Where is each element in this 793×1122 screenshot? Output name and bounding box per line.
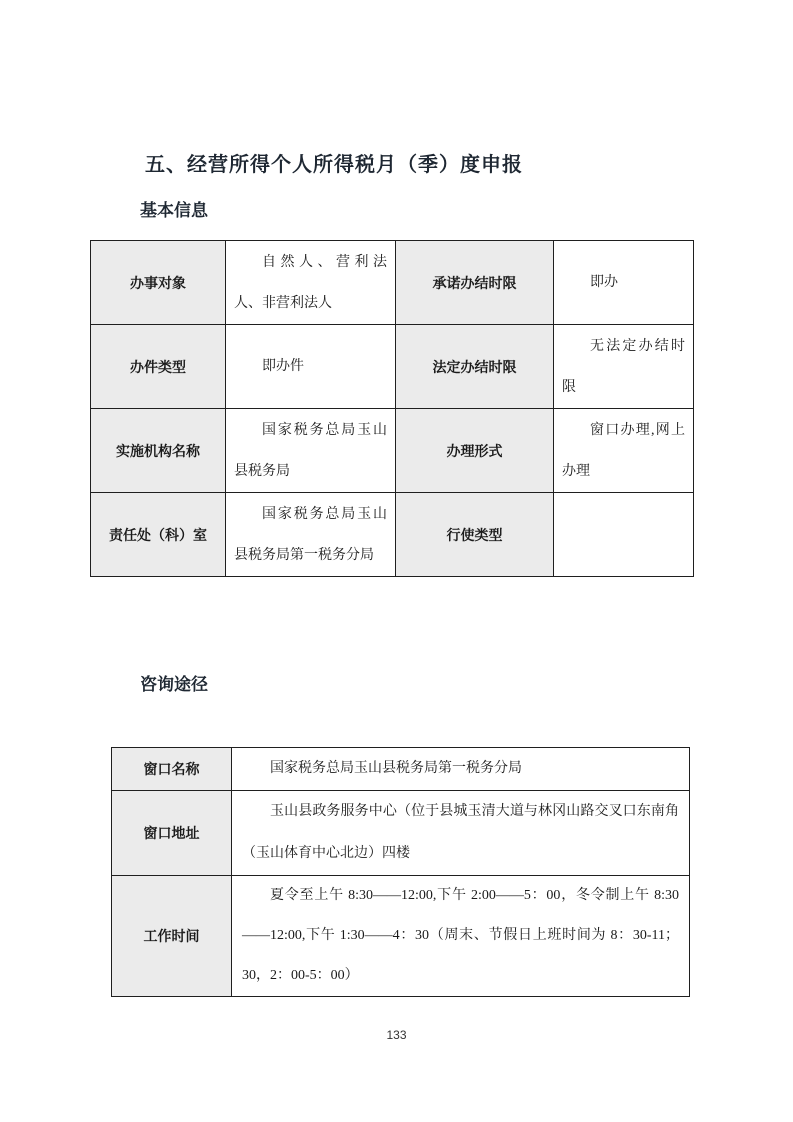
row-value: 夏令至上午 8:30——12:00,下午 2:00——5：00，冬令制上午 8:30——12:00,下午 1:30——4：30（周末、节假日上班时间为 8：30-11；30，2：00-5：00）: [232, 876, 690, 997]
row-value: 国家税务总局玉山县税务局第一税务分局: [226, 493, 396, 577]
row-value: 国家税务总局玉山县税务局第一税务分局: [232, 748, 690, 791]
table-row: [112, 791, 690, 876]
table-row: [91, 241, 694, 325]
row-label: 责任处（科）室: [91, 493, 226, 577]
row-value: 无法定办结时限: [554, 325, 694, 409]
consult-table: [111, 747, 690, 997]
basic-info-table: [90, 240, 694, 577]
row-value: 国家税务总局玉山县税务局: [226, 409, 396, 493]
row-label: 法定办结时限: [396, 325, 554, 409]
row-label: 办理形式: [396, 409, 554, 493]
row-value: 玉山县政务服务中心（位于县城玉清大道与林冈山路交叉口东南角（玉山体育中心北边）四楼: [232, 791, 690, 876]
table-row: [91, 409, 694, 493]
row-value: 自然人、营利法人、非营利法人: [226, 241, 396, 325]
table-row: [112, 748, 690, 791]
row-value: [554, 493, 694, 577]
table-row: [112, 876, 690, 997]
page-number: 133: [386, 1028, 407, 1042]
row-value: 窗口办理,网上办理: [554, 409, 694, 493]
row-label: 办件类型: [91, 325, 226, 409]
row-label: 窗口地址: [112, 791, 232, 876]
row-label: 办事对象: [91, 241, 226, 325]
row-label: 窗口名称: [112, 748, 232, 791]
section-heading-consult: 咨询途径: [140, 675, 208, 694]
row-label: 工作时间: [112, 876, 232, 997]
row-label: 承诺办结时限: [396, 241, 554, 325]
page-title: 五、经营所得个人所得税月（季）度申报: [145, 154, 523, 176]
row-label: 行使类型: [396, 493, 554, 577]
table-row: [91, 325, 694, 409]
row-value: 即办: [554, 241, 694, 325]
section-heading-basic-info: 基本信息: [140, 201, 208, 220]
row-label: 实施机构名称: [91, 409, 226, 493]
row-value: 即办件: [226, 325, 396, 409]
table-row: [91, 493, 694, 577]
